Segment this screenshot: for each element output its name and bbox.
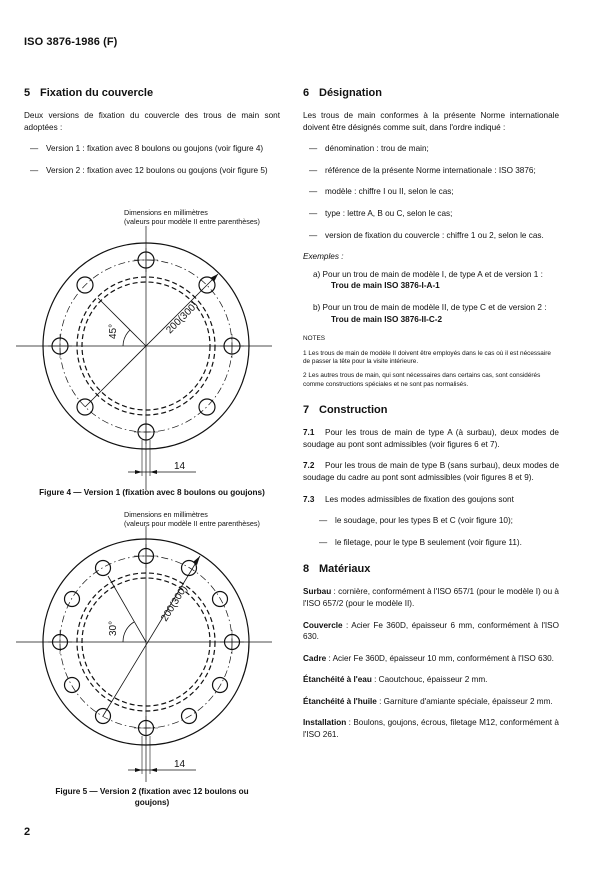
example-a: a) Pour un trou de main de modèle I, de type A et de version 1 : Trou de main ISO 3876-I-A-1 (313, 269, 543, 291)
section-7-heading: 7 Construction (303, 404, 388, 417)
material-surbau: Surbau : cornière, conformément à l'ISO 657/1 (pour le modèle I) ou à l'ISO 657/2 (pour le modèle II). (303, 587, 559, 608)
list-item: — Version 1 : fixation avec 8 boulons ou goujons (voir figure 4) (30, 144, 264, 154)
diameter-label: 200(300) (159, 583, 190, 624)
bolt-hole (213, 678, 228, 693)
bolt-hole (199, 399, 215, 415)
page-number: 2 (24, 826, 31, 838)
list-item: — type : lettre A, B ou C, selon le cas; (309, 208, 453, 218)
left-column (24, 86, 280, 186)
list-item: — le filetage, pour le type B seulement (voir figure 11). (319, 537, 522, 547)
width-label: 14 (174, 461, 186, 472)
section-5-intro: Deux versions de fixation du couvercle des trous de main sont adoptées : (24, 111, 280, 132)
diameter-leader (85, 274, 218, 407)
right-column (303, 86, 559, 751)
list-item: — référence de la présente Norme internationale : ISO 3876; (309, 165, 536, 175)
bolt-hole (182, 709, 197, 724)
paragraph-7-2: 7.2 Pour les trous de main de type B (sans surbau), deux modes de soudage du cadre au pont sont admissibles (voir figures 8 et 9). (303, 461, 559, 482)
angle-arc (123, 622, 134, 642)
paragraph-7-1: 7.1 Pour les trous de main de type A (à surbau), deux modes de soudage au pont sont admissibles (voir figures 6 et 7). (303, 428, 559, 449)
figure-4-caption: Figure 4 — Version 1 (fixation avec 8 boulons ou goujons) (39, 488, 265, 497)
figure-5-caption: Figure 5 — Version 2 (fixation avec 12 boulons ou goujons) (55, 787, 249, 807)
angle-label: 30° (108, 620, 119, 636)
paragraph-7-3: 7.3 Les modes admissibles de fixation des goujons sont (303, 494, 514, 504)
angle-label: 45° (108, 323, 119, 339)
width-label: 14 (174, 759, 186, 770)
angle-arc (123, 330, 130, 346)
figure-5-drawing (10, 526, 290, 788)
notes-block: NOTES 1 Les trous de main de modèle II doivent être employés dans le cas où il est nécessaire de passer la tête pour la visite intérieure. 2 Les autres trous de main, qui sont nécessaires dans certains cas, sont considérés comme constructions spéciales et ne sont pas normalisés. (303, 335, 551, 388)
bolt-hole (96, 561, 111, 576)
section-6-heading: 6 Désignation (303, 87, 382, 99)
bolt-hole (65, 592, 80, 607)
list-item: — Version 2 : fixation avec 12 boulons ou goujons (voir figure 5) (30, 165, 268, 175)
diameter-label: 200(300) (164, 300, 201, 337)
bolt-hole (213, 592, 228, 607)
examples-label: Exemples : (303, 252, 344, 262)
material-installation: Installation : Boulons, goujons, écrous, filetage M12, conformément à l'ISO 261. (303, 718, 559, 740)
document-header: ISO 3876-1986 (F) (24, 36, 118, 48)
list-item: — le soudage, pour les types B et C (voir figure 10); (319, 516, 513, 526)
list-item: — version de fixation du couvercle : chiffre 1 ou 2, selon le cas. (309, 230, 544, 240)
section-6-intro: Les trous de main conformes à la présente Norme internationale doivent être désignés comme suit, dans l'ordre indiqué : (303, 111, 559, 132)
material-cadre: Cadre : Acier Fe 360D, épaisseur 10 mm, conformément à l'ISO 630. (303, 653, 554, 663)
list-item: — dénomination : trou de main; (309, 144, 429, 154)
section-5-heading: 5 Fixation du couvercle (24, 87, 154, 99)
example-b: b) Pour un trou de main de modèle II, de type C et de version 2 : Trou de main ISO 3876-II-C-2 (313, 302, 547, 324)
material-etancheite-eau: Étanchéité à l'eau : Caoutchouc, épaisseur 2 mm. (303, 675, 488, 685)
list-item: — modèle : chiffre I ou II, selon le cas; (309, 187, 454, 197)
material-etancheite-huile: Étanchéité à l'huile : Garniture d'amiante spéciale, épaisseur 2 mm. (303, 696, 553, 706)
figure-4-dimensions-note: Dimensions en millimètres (valeurs pour modèle II entre parenthèses) (124, 208, 260, 226)
figure-4-drawing (10, 226, 290, 498)
bolt-hole (65, 678, 80, 693)
section-8-heading: 8 Matériaux (303, 563, 371, 576)
material-couvercle: Couvercle : Acier Fe 360D, épaisseur 6 mm, conformément à l'ISO 630. (303, 620, 559, 642)
figure-5-dimensions-note: Dimensions en millimètres (valeurs pour modèle II entre parenthèses) (124, 510, 260, 528)
